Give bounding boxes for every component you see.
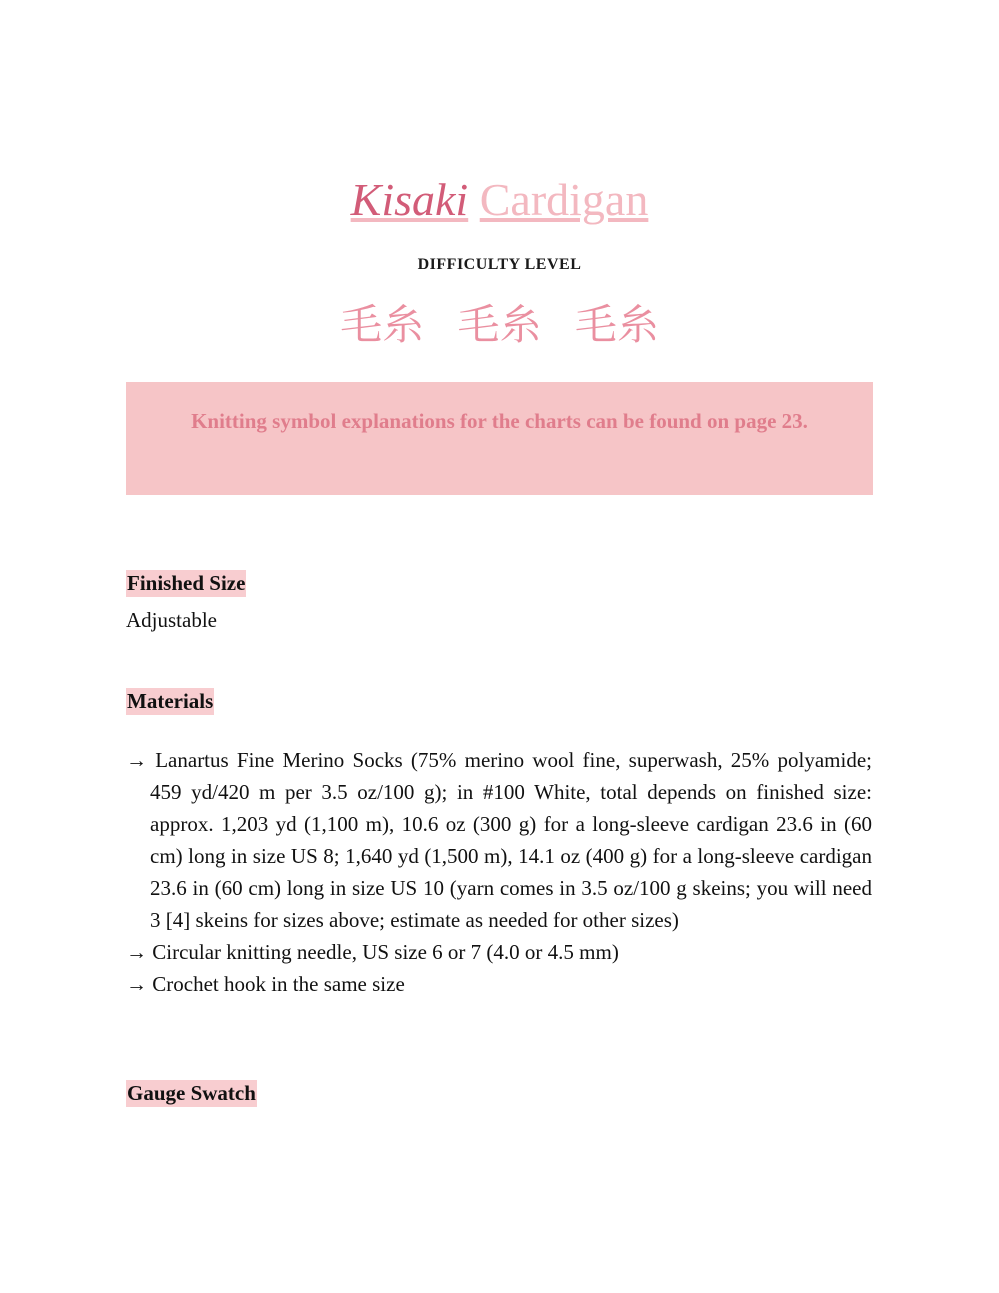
gauge-swatch-heading: Gauge Swatch <box>127 1081 256 1105</box>
finished-size-value: Adjustable <box>126 608 217 632</box>
materials-heading: Materials <box>127 689 214 713</box>
difficulty-label: DIFFICULTY LEVEL <box>417 256 582 273</box>
list-item: → Lanartus Fine Merino Socks (75% merino wool fine, superwash, 25% polyamide; 459 yd/420 m per 3.5 oz/100 g); in #100 White, total depends on finished size: approx. 1,203 yd (1,100 m), 10.6 oz (300 g) for a long-sleeve cardigan 23.6 in (60 cm) long in size US 8; 1,640 yd (1,500 m), 14.1 oz (400 g) for a long-sleeve cardigan 23.6 in (60 cm) long in size US 10 (yarn comes in 3.5 oz/100 g skeins; you will need 3 [4] skeins for sizes above; estimate as needed for other sizes) <box>126 748 872 932</box>
title-part-1: Kisaki <box>350 174 469 225</box>
chart-symbols-notice: Knitting symbol explanations for the charts can be found on page 23. <box>126 382 873 495</box>
title-part-2: Cardigan <box>479 174 649 225</box>
materials-list <box>126 744 872 1000</box>
yarn-icon: 毛糸 <box>340 300 425 349</box>
page-title <box>0 172 999 228</box>
finished-size-heading: Finished Size <box>127 571 246 595</box>
yarn-icon: 毛糸 <box>574 300 659 349</box>
yarn-icon: 毛糸 <box>457 300 542 349</box>
difficulty-icons <box>0 298 999 352</box>
list-item: → Crochet hook in the same size <box>126 972 405 996</box>
list-item: → Circular knitting needle, US size 6 or 7 (4.0 or 4.5 mm) <box>126 940 619 964</box>
